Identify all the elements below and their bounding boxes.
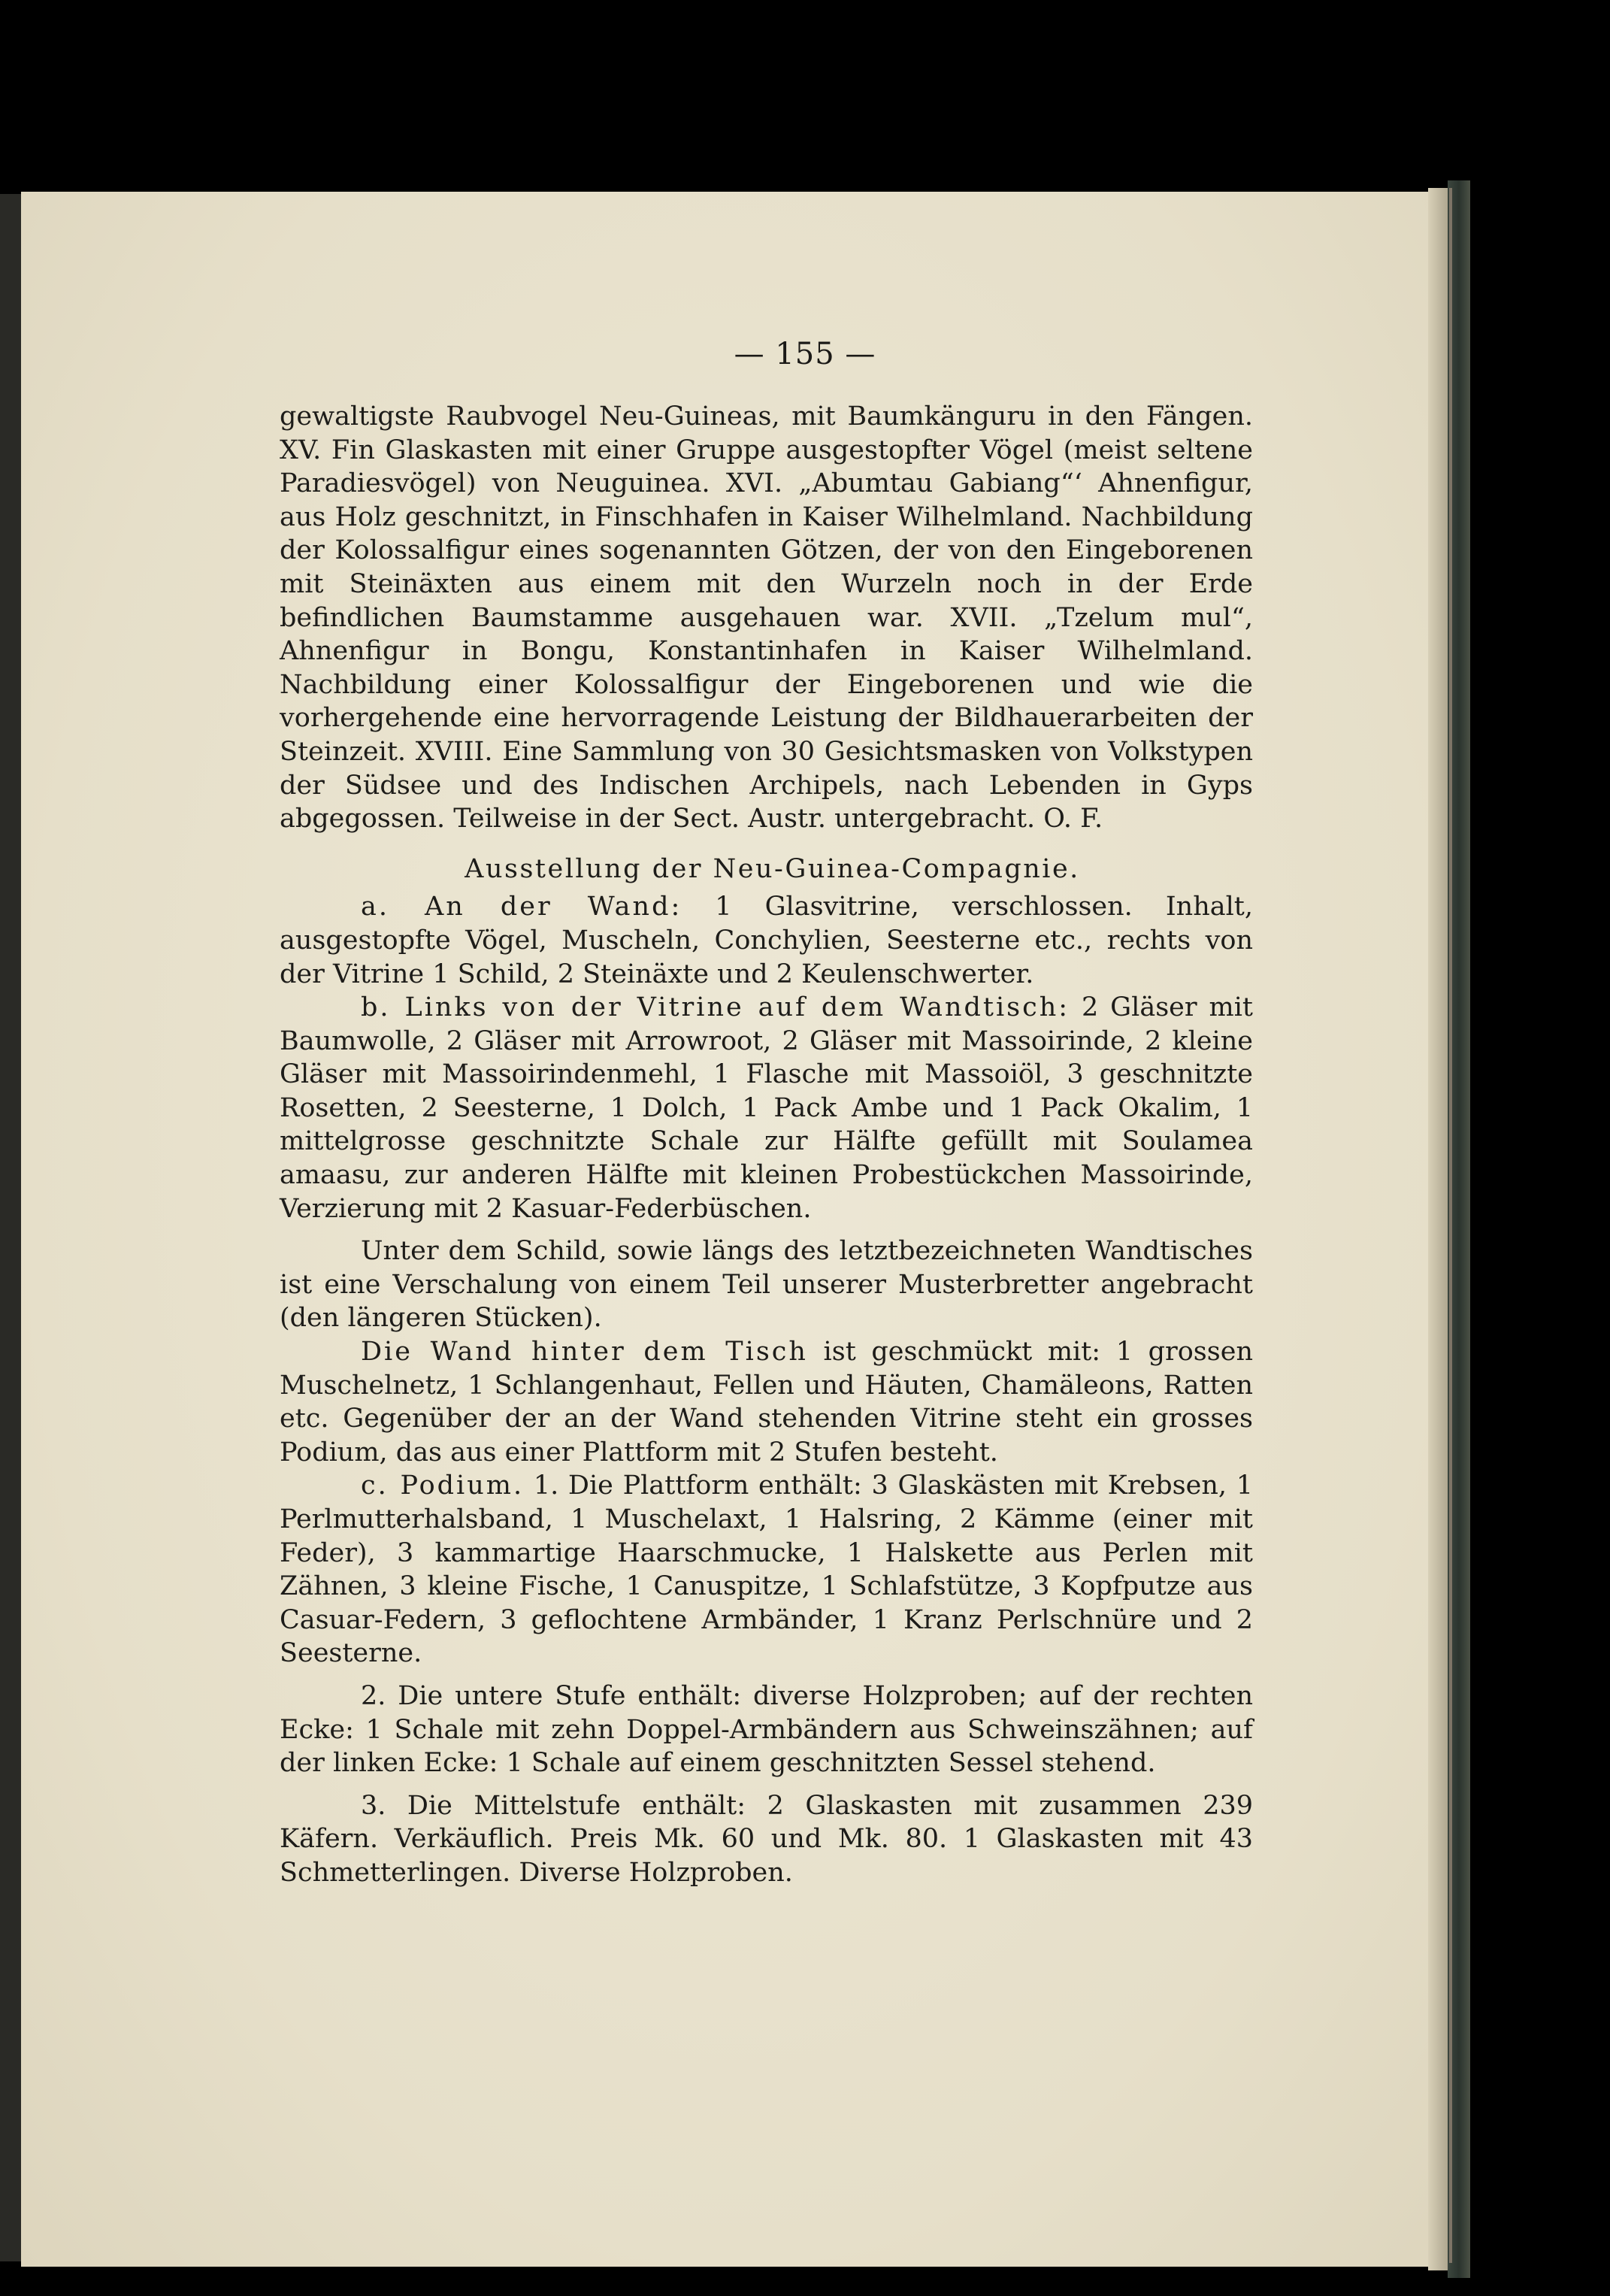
section-b-text: 2 Gläser mit Baumwolle, 2 Gläser mit Arrowroot, 2 Gläser mit Massoirinde, 2 kleine Gläser mit Massoirindenmehl, 1 Flasche mit Massoiöl, 3 geschnitzte Rosetten, 2 Seesterne, 1 Dolch, 1 Pack Ambe und 1 Pack Okalim, 1 mittelgrosse geschnitzte Schale zur Hälfte gefüllt mit Soulamea amaasu, zur anderen Hälfte mit kleinen Probestückchen Massoirinde, Verzierung mit 2 Kasuar-Federbüschen. bbox=[280, 992, 1253, 1224]
section-b-label: b. Links von der Vitrine auf dem Wandtisch: bbox=[361, 992, 1070, 1023]
wall-text: ist geschmückt mit: 1 grossen Muschelnetz, 1 Schlangenhaut, Fellen und Häuten, Chamäleons, Ratten etc. Gegenüber der an der Wand stehenden Vitrine steht ein grosses Podium, das aus einer Plattform mit 2 Stufen besteht. bbox=[280, 1337, 1253, 1468]
page-edge-line bbox=[1449, 188, 1452, 2263]
paragraph-section-a bbox=[280, 890, 1253, 991]
page-number: — 155 — bbox=[734, 337, 876, 371]
paragraph-step-2: 2. Die untere Stufe enthält: diverse Holzproben; auf der rechten Ecke: 1 Schale mit zehn Doppel-Armbändern aus Schweinszähnen; auf der linken Ecke: 1 Schale auf einem geschnitzten Sessel stehend. bbox=[280, 1680, 1253, 1779]
paragraph-step-3: 3. Die Mittelstufe enthält: 2 Glaskasten mit zusammen 239 Käfern. Verkäuflich. Preis Mk. 60 und Mk. 80. 1 Glaskasten mit 43 Schmetterlingen. Diverse Holzproben. bbox=[280, 1790, 1253, 1888]
page-body bbox=[280, 400, 1253, 1890]
paragraph-wall bbox=[280, 1335, 1253, 1469]
paragraph-section-c bbox=[280, 1469, 1253, 1671]
facing-page-edge bbox=[0, 194, 23, 2261]
section-a-label: a. An der Wand: bbox=[361, 892, 682, 922]
section-a-text: 1 Glasvitrine, verschlossen. Inhalt, ausgestopfte Vögel, Muscheln, Conchylien, Seesterne etc., rechts von der Vitrine 1 Schild, 2 Steinäxte und 2 Keulenschwerter. bbox=[280, 892, 1253, 989]
wall-label: Die Wand hinter dem Tisch bbox=[361, 1337, 808, 1368]
section-c-label: c. Podium. bbox=[361, 1471, 525, 1501]
section-heading: Ausstellung der Neu-Guinea-Compagnie. bbox=[465, 853, 1080, 884]
section-c-text: 1. Die Plattform enthält: 3 Glaskästen mit Krebsen, 1 Perlmutterhalsband, 1 Muschelaxt, 1 Halsring, 2 Kämme (einer mit Feder), 3 kammartige Haarschmucke, 1 Halskette aus Perlen mit Zähnen, 3 kleine Fische, 1 Canuspitze, 1 Schlafstütze, 3 Kopfputze aus Casuar-Federn, 3 geflochtene Armbänder, 1 Kranz Perlschnüre und 2 Seesterne. bbox=[280, 1471, 1253, 1669]
paragraph-under-shield: Unter dem Schild, sowie längs des letztbezeichneten Wandtisches ist eine Verschalung von einem Teil unserer Musterbretter angebracht (den längeren Stücken). bbox=[280, 1236, 1253, 1334]
paragraph-section-b bbox=[280, 991, 1253, 1225]
paragraph-exhibit-list: gewaltigste Raubvogel Neu-Guineas, mit Baumkänguru in den Fängen. XV. Fin Glaskasten mit einer Gruppe ausgestopfter Vögel (meist seltene Paradiesvögel) von Neuguinea. XVI. „Abumtau Gabiang“‘ Ahnenfigur, aus Holz geschnitzt, in Finschhafen in Kaiser Wilhelmland. Nachbildung der Kolossalfigur eines sogenannten Götzen, der von den Eingeborenen mit Steinäxten aus einem mit den Wurzeln noch in der Erde befindlichen Baumstamme ausgehauen war. XVII. „Tzelum mul“, Ahnenfigur in Bongu, Konstantinhafen in Kaiser Wilhelmland. Nachbildung einer Kolossalfigur der Eingeborenen und wie die vorhergehende eine hervorragende Leistung der Bildhauerarbeiten der Steinzeit. XVIII. Eine Sammlung von 30 Gesichtsmasken von Volkstypen der Südsee und des Indischen Archipels, nach Lebenden in Gyps abgegossen. Teilweise in der Sect. Austr. untergebracht. O. F. bbox=[280, 401, 1253, 834]
